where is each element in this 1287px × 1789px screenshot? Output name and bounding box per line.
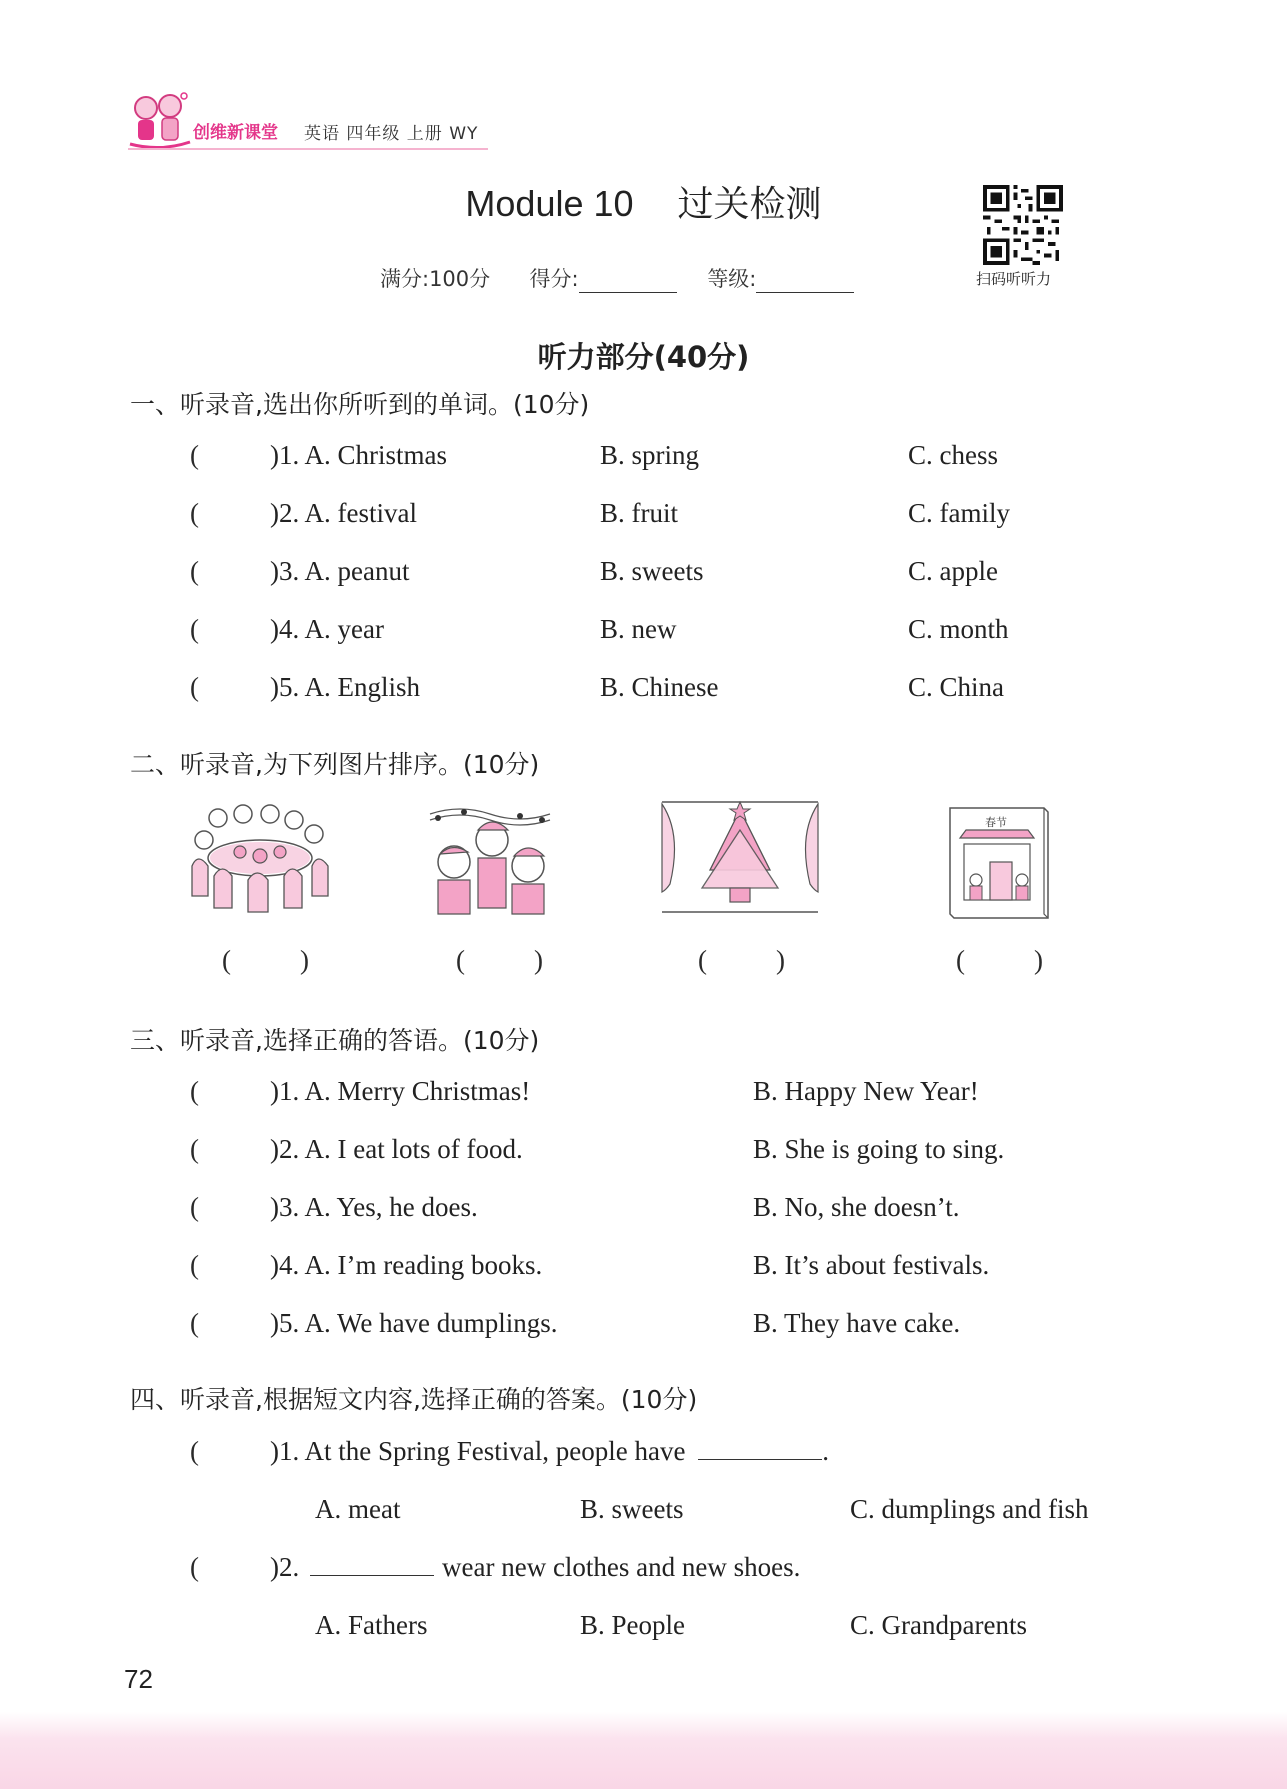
answer-paren[interactable]: ( bbox=[190, 1250, 199, 1280]
fill-blank[interactable] bbox=[698, 1437, 822, 1460]
question-stem bbox=[270, 1436, 829, 1467]
qr-code-icon[interactable] bbox=[983, 185, 1063, 265]
option-a[interactable]: )3. A. peanut bbox=[270, 556, 410, 586]
full-score: 满分:100分 bbox=[380, 267, 491, 291]
option-b[interactable]: B. She is going to sing. bbox=[753, 1134, 1005, 1164]
option-b[interactable]: B. new bbox=[600, 614, 677, 644]
answer-paren[interactable]: ( bbox=[190, 556, 199, 586]
children-singing-picture bbox=[424, 800, 560, 920]
answer-paren[interactable]: ( bbox=[190, 1436, 199, 1466]
subject-label: 英语 四年级 上册 WY bbox=[304, 124, 479, 144]
option-b[interactable]: B. People bbox=[580, 1610, 685, 1640]
option-c[interactable]: C. dumplings and fish bbox=[850, 1494, 1089, 1524]
option-b[interactable]: B. No, she doesn’t. bbox=[753, 1192, 960, 1222]
open-paren: ( bbox=[956, 945, 965, 975]
score-blank[interactable] bbox=[579, 272, 677, 293]
question-number: )2. bbox=[270, 1552, 300, 1582]
question-text: wear new clothes and new shoes. bbox=[442, 1552, 801, 1582]
section1-heading: 一、听录音,选出你所听到的单词。(10分) bbox=[130, 390, 590, 419]
family-dinner-picture bbox=[188, 800, 336, 920]
option-a[interactable]: )3. A. Yes, he does. bbox=[270, 1192, 478, 1222]
option-c[interactable]: C. family bbox=[908, 498, 1010, 528]
option-a[interactable]: )4. A. year bbox=[270, 614, 384, 644]
option-b[interactable]: B. Happy New Year! bbox=[753, 1076, 979, 1106]
section3-heading: 三、听录音,选择正确的答语。(10分) bbox=[130, 1026, 540, 1055]
question-stem bbox=[270, 1552, 800, 1583]
brand-name: 创维新课堂 bbox=[193, 123, 278, 143]
option-a[interactable]: )5. A. English bbox=[270, 672, 421, 702]
book-cover-title: 春节 bbox=[985, 816, 1007, 829]
test-title: 过关检测 bbox=[677, 184, 822, 225]
close-paren: ) bbox=[776, 945, 785, 975]
fill-blank[interactable] bbox=[310, 1553, 434, 1576]
christmas-tree-picture bbox=[660, 800, 820, 916]
option-b[interactable]: B. spring bbox=[600, 440, 700, 470]
spring-festival-book-picture bbox=[946, 804, 1050, 922]
part-heading: 听力部分(40分) bbox=[537, 340, 750, 374]
option-c[interactable]: C. chess bbox=[908, 440, 998, 470]
page-number: 72 bbox=[124, 1664, 153, 1694]
question-end: . bbox=[822, 1436, 829, 1466]
option-a[interactable]: )1. A. Christmas bbox=[270, 440, 448, 470]
option-a[interactable]: )1. A. Merry Christmas! bbox=[270, 1076, 531, 1106]
grade-blank[interactable] bbox=[756, 272, 854, 293]
option-b[interactable]: B. They have cake. bbox=[753, 1308, 961, 1338]
qr-caption: 扫码听听力 bbox=[976, 270, 1052, 288]
option-b[interactable]: B. fruit bbox=[600, 498, 678, 528]
answer-paren[interactable]: ( bbox=[190, 440, 199, 470]
option-b[interactable]: B. Chinese bbox=[600, 672, 719, 702]
module-title: Module 10 bbox=[465, 183, 634, 224]
option-a[interactable]: )4. A. I’m reading books. bbox=[270, 1250, 543, 1280]
open-paren: ( bbox=[222, 945, 231, 975]
answer-paren[interactable]: ( bbox=[190, 498, 199, 528]
option-b[interactable]: B. It’s about festivals. bbox=[753, 1250, 990, 1280]
option-a[interactable]: )2. A. I eat lots of food. bbox=[270, 1134, 523, 1164]
answer-paren[interactable]: ( bbox=[190, 1552, 199, 1582]
option-a[interactable]: A. meat bbox=[315, 1494, 401, 1524]
option-b[interactable]: B. sweets bbox=[600, 556, 704, 586]
footer-band bbox=[0, 1712, 1287, 1789]
option-c[interactable]: C. month bbox=[908, 614, 1009, 644]
section2-heading: 二、听录音,为下列图片排序。(10分) bbox=[130, 750, 540, 779]
answer-paren[interactable]: ( bbox=[190, 614, 199, 644]
question-text: )1. At the Spring Festival, people have bbox=[270, 1436, 686, 1466]
section4-heading: 四、听录音,根据短文内容,选择正确的答案。(10分) bbox=[130, 1385, 698, 1414]
score-label: 得分: bbox=[529, 267, 579, 291]
grade-label: 等级: bbox=[707, 267, 757, 291]
page-title bbox=[0, 176, 1287, 227]
open-paren: ( bbox=[698, 945, 707, 975]
header-divider bbox=[128, 148, 488, 150]
option-b[interactable]: B. sweets bbox=[580, 1494, 684, 1524]
option-a[interactable]: )5. A. We have dumplings. bbox=[270, 1308, 558, 1338]
option-c[interactable]: C. China bbox=[908, 672, 1005, 702]
mascot-logo bbox=[128, 90, 192, 152]
answer-paren[interactable]: ( bbox=[190, 1134, 199, 1164]
answer-paren[interactable]: ( bbox=[190, 1308, 199, 1338]
option-a[interactable]: )2. A. festival bbox=[270, 498, 417, 528]
open-paren: ( bbox=[456, 945, 465, 975]
answer-paren[interactable]: ( bbox=[190, 672, 199, 702]
close-paren: ) bbox=[1034, 945, 1043, 975]
close-paren: ) bbox=[300, 945, 309, 975]
score-line bbox=[380, 263, 854, 293]
option-c[interactable]: C. apple bbox=[908, 556, 998, 586]
answer-paren[interactable]: ( bbox=[190, 1076, 199, 1106]
answer-paren[interactable]: ( bbox=[190, 1192, 199, 1222]
close-paren: ) bbox=[534, 945, 543, 975]
option-a[interactable]: A. Fathers bbox=[315, 1610, 428, 1640]
option-c[interactable]: C. Grandparents bbox=[850, 1610, 1027, 1640]
